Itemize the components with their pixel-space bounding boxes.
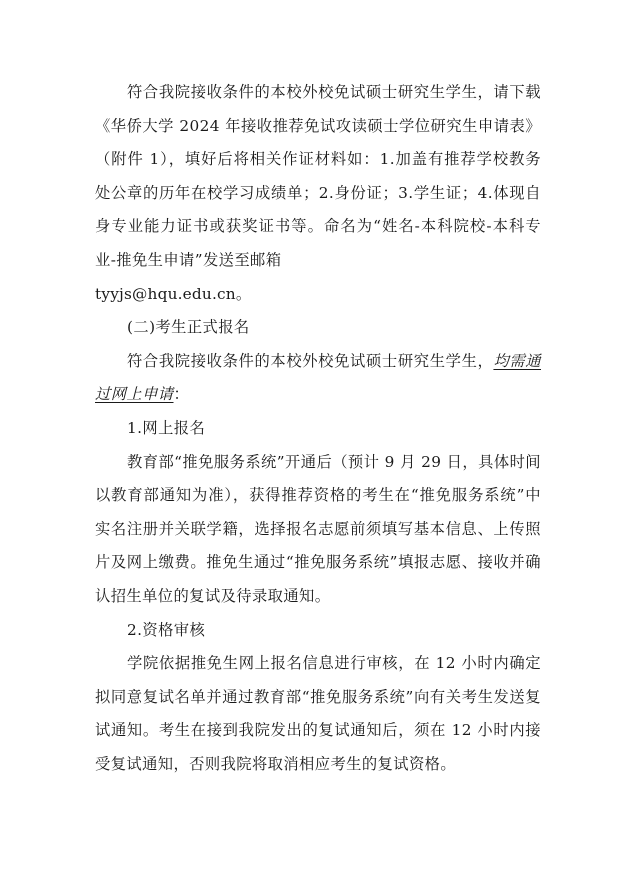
document-body (95, 76, 541, 781)
paragraph-review-process: 学院依据推免生网上报名信息进行审核，在 12 小时内确定拟同意复试名单并通过教育部“推免服务系统”向有关考生发送复试通知。考生在接到我院发出的复试通知后，须在 12 小时内接受复试通知，否则我院将取消相应考生的复试资格。 (95, 654, 541, 773)
paragraph-colon: ： (173, 385, 190, 404)
paragraph-online-application-text: 符合我院接收条件的本校外校免试硕士研究生学生， (127, 351, 494, 370)
paragraph-application-instructions: 符合我院接收条件的本校外校免试硕士研究生学生，请下载《华侨大学 2024 年接收推荐免试攻读硕士学位研究生申请表》（附件 1），填好后将相关作证材料如：1.加盖有推荐学校教务处公章的历年在校学习成绩单；2.身份证；3.学生证；4.体现自身专业能力证书或获奖证书等。命名为“姓名-本科院校-本科专业-推免生申请”发送至邮箱 (95, 83, 541, 269)
paragraph-registration-process: 教育部“推免服务系统”开通后（预计 9 月 29 日，具体时间以教育部通知为准），获得推荐资格的考生在“推免服务系统”中实名注册并关联学籍，选择报名志愿前须填写基本信息、上传照片及网上缴费。推免生通过“推免服务系统”填报志愿、接收并确认招生单位的复试及待录取通知。 (95, 452, 541, 605)
paragraph-online-application-requirement (95, 345, 541, 412)
section-heading-formal-registration: (二)考生正式报名 (127, 318, 250, 337)
email-address: tyyjs@hqu.edu.cn。 (95, 284, 252, 303)
subheading-online-registration: 1.网上报名 (127, 418, 206, 437)
emphasized-online-application: 均需通过网上申请 (95, 351, 541, 404)
subheading-qualification-review: 2.资格审核 (127, 620, 206, 639)
